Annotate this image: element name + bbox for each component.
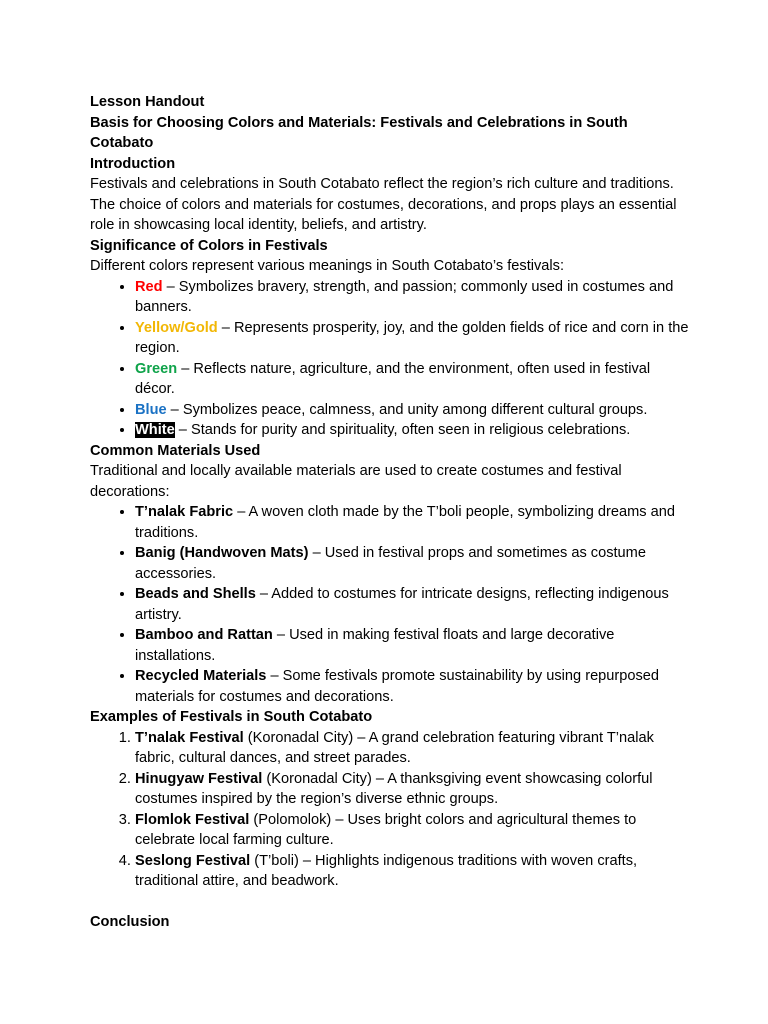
color-name: Yellow/Gold [135, 319, 218, 336]
festival-name: T’nalak Festival [135, 729, 244, 746]
material-name: Banig (Handwoven Mats) [135, 545, 309, 561]
materials-heading: Common Materials Used [90, 442, 261, 459]
color-name: Green [135, 360, 178, 377]
materials-intro: Traditional and locally available materials are used to create costumes and festival decorations: [90, 463, 622, 500]
list-item [135, 851, 690, 892]
list-item [135, 543, 690, 584]
material-name: T’nalak Fabric [135, 504, 234, 520]
list-item [135, 810, 690, 851]
material-desc: – Used in making festival floats and large decorative installations. [135, 627, 615, 664]
list-item [135, 502, 690, 543]
list-item [135, 359, 690, 400]
introduction-heading: Introduction [90, 155, 176, 172]
color-desc: – Represents prosperity, joy, and the golden fields of rice and corn in the region. [135, 319, 689, 356]
color-name: Red [135, 278, 163, 295]
material-name: Beads and Shells [135, 586, 256, 602]
conclusion-heading: Conclusion [90, 914, 170, 930]
list-item [135, 400, 690, 421]
list-item [135, 769, 690, 810]
material-desc: – Used in festival props and sometimes as costume accessories. [135, 545, 646, 582]
festivals-heading: Examples of Festivals in South Cotabato [90, 709, 373, 725]
list-item [135, 666, 690, 707]
color-desc: – Stands for purity and spirituality, often seen in religious celebrations. [174, 422, 631, 438]
festival-name: Flomlok Festival [135, 811, 250, 828]
color-desc: – Reflects nature, agriculture, and the environment, often used in festival décor. [135, 360, 651, 397]
material-name: Recycled Materials [135, 668, 267, 684]
materials-list [90, 502, 690, 707]
document-page [90, 92, 690, 933]
colors-intro: Different colors represent various meanings in South Cotabato’s festivals: [90, 258, 565, 274]
material-desc: – Added to costumes for intricate designs, reflecting indigenous artistry. [135, 586, 669, 623]
festival-desc: (Koronadal City) – A grand celebration featuring vibrant T’nalak fabric, cultural dances, and street parades. [135, 729, 654, 766]
colors-list [90, 277, 690, 441]
festival-name: Hinugyaw Festival [135, 770, 263, 787]
list-item [135, 277, 690, 318]
festivals-list [90, 728, 690, 892]
list-item [135, 625, 690, 666]
material-name: Bamboo and Rattan [135, 627, 273, 643]
material-desc: – Some festivals promote sustainability by using repurposed materials for costumes and decorations. [135, 668, 660, 705]
colors-heading: Significance of Colors in Festivals [90, 237, 328, 254]
festival-desc: (T’boli) – Highlights indigenous traditions with woven crafts, traditional attire, and beadwork. [135, 852, 638, 889]
festival-desc: (Koronadal City) – A thanksgiving event showcasing colorful costumes inspired by the region’s diverse ethnic groups. [135, 770, 653, 807]
introduction-text: Festivals and celebrations in South Cotabato reflect the region’s rich culture and traditions. The choice of colors and materials for costumes, decorations, and props plays an essential role in showcasing local identity, beliefs, and artistry. [90, 176, 677, 233]
list-item [135, 420, 690, 441]
color-desc: – Symbolizes bravery, strength, and passion; commonly used in costumes and banners. [135, 278, 674, 315]
list-item [135, 584, 690, 625]
material-desc: – A woven cloth made by the T’boli people, symbolizing dreams and traditions. [135, 504, 675, 541]
list-item [135, 728, 690, 769]
color-name: Blue [135, 401, 167, 418]
document-title: Basis for Choosing Colors and Materials: Festivals and Celebrations in South Cotabato [90, 114, 628, 151]
list-item [135, 318, 690, 359]
festival-name: Seslong Festival [135, 852, 251, 869]
color-desc: – Symbolizes peace, calmness, and unity among different cultural groups. [166, 401, 648, 418]
doc-label: Lesson Handout [90, 94, 205, 110]
color-name: White [135, 422, 175, 438]
festival-desc: (Polomolok) – Uses bright colors and agricultural themes to celebrate local farming culture. [135, 811, 637, 848]
blank-line [90, 892, 690, 913]
